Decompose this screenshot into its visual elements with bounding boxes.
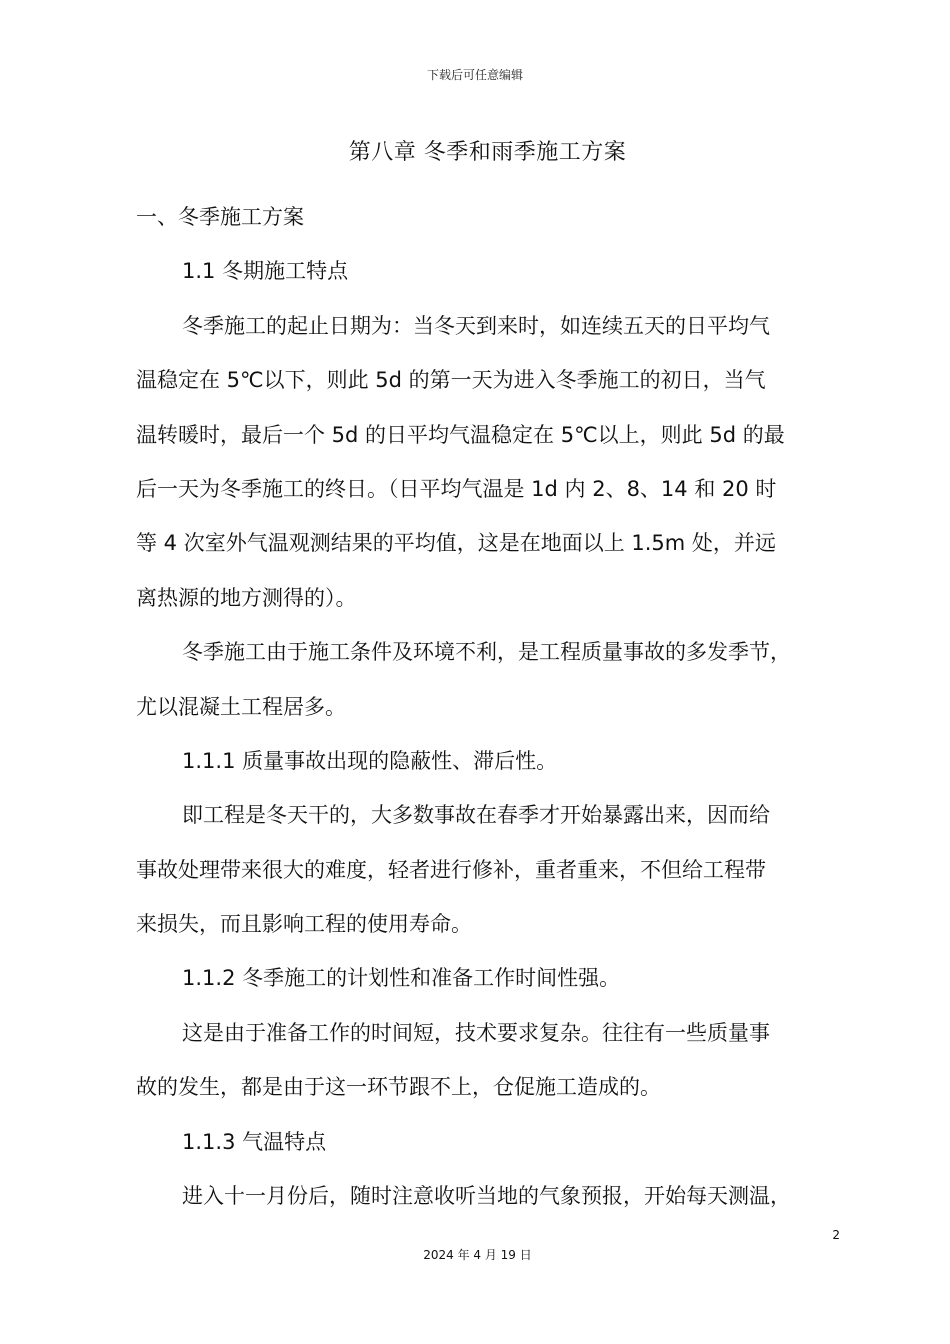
text-line: 1.1.1 质量事故出现的隐蔽性、滞后性。 xyxy=(182,748,558,773)
text-line: 离热源的地方测得的）。 xyxy=(136,585,357,610)
text-line: 进入十一月份后，随时注意收听当地的气象预报，开始每天测温， xyxy=(182,1184,791,1209)
text-line: 事故处理带来很大的难度，轻者进行修补，重者重来，不但给工程带 xyxy=(136,857,766,882)
page-number: 2 xyxy=(832,1228,840,1242)
text-line: 冬季施工的起止日期为：当冬天到来时，如连续五天的日平均气 xyxy=(182,313,770,338)
text-line: 冬季施工由于施工条件及环境不利，是工程质量事故的多发季节， xyxy=(182,640,791,665)
text-line: 1.1 冬期施工特点 xyxy=(182,259,349,284)
text-line: 等 4 次室外气温观测结果的平均值，这是在地面以上 1.5m 处，并远 xyxy=(136,531,776,556)
text-line: 1.1.2 冬季施工的计划性和准备工作时间性强。 xyxy=(182,966,621,991)
text-line: 一、冬季施工方案 xyxy=(136,205,304,229)
text-line: 尤以混凝土工程居多。 xyxy=(136,694,346,719)
header-note: 下载后可任意编辑 xyxy=(426,68,523,82)
footer-date: 2024 年 4 月 19 日 xyxy=(423,1248,532,1262)
text-line: 即工程是冬天干的，大多数事故在春季才开始暴露出来，因而给 xyxy=(182,803,770,828)
text-line: 故的发生，都是由于这一环节跟不上，仓促施工造成的。 xyxy=(136,1075,661,1100)
text-line: 后一天为冬季施工的终日。（日平均气温是 1d 内 2、8、14 和 20 时 xyxy=(136,476,777,501)
text-line: 1.1.3 气温特点 xyxy=(182,1129,327,1154)
text-line: 这是由于准备工作的时间短，技术要求复杂。往往有一些质量事 xyxy=(182,1020,770,1045)
text-line: 温转暖时，最后一个 5d 的日平均气温稳定在 5℃以上，则此 5d 的最 xyxy=(136,422,785,447)
body-text xyxy=(136,190,836,1223)
text-line: 温稳定在 5℃以下，则此 5d 的第一天为进入冬季施工的初日，当气 xyxy=(136,368,766,393)
page-title: 第八章 冬季和雨季施工方案 xyxy=(348,140,627,165)
text-line: 来损失，而且影响工程的使用寿命。 xyxy=(136,912,472,937)
